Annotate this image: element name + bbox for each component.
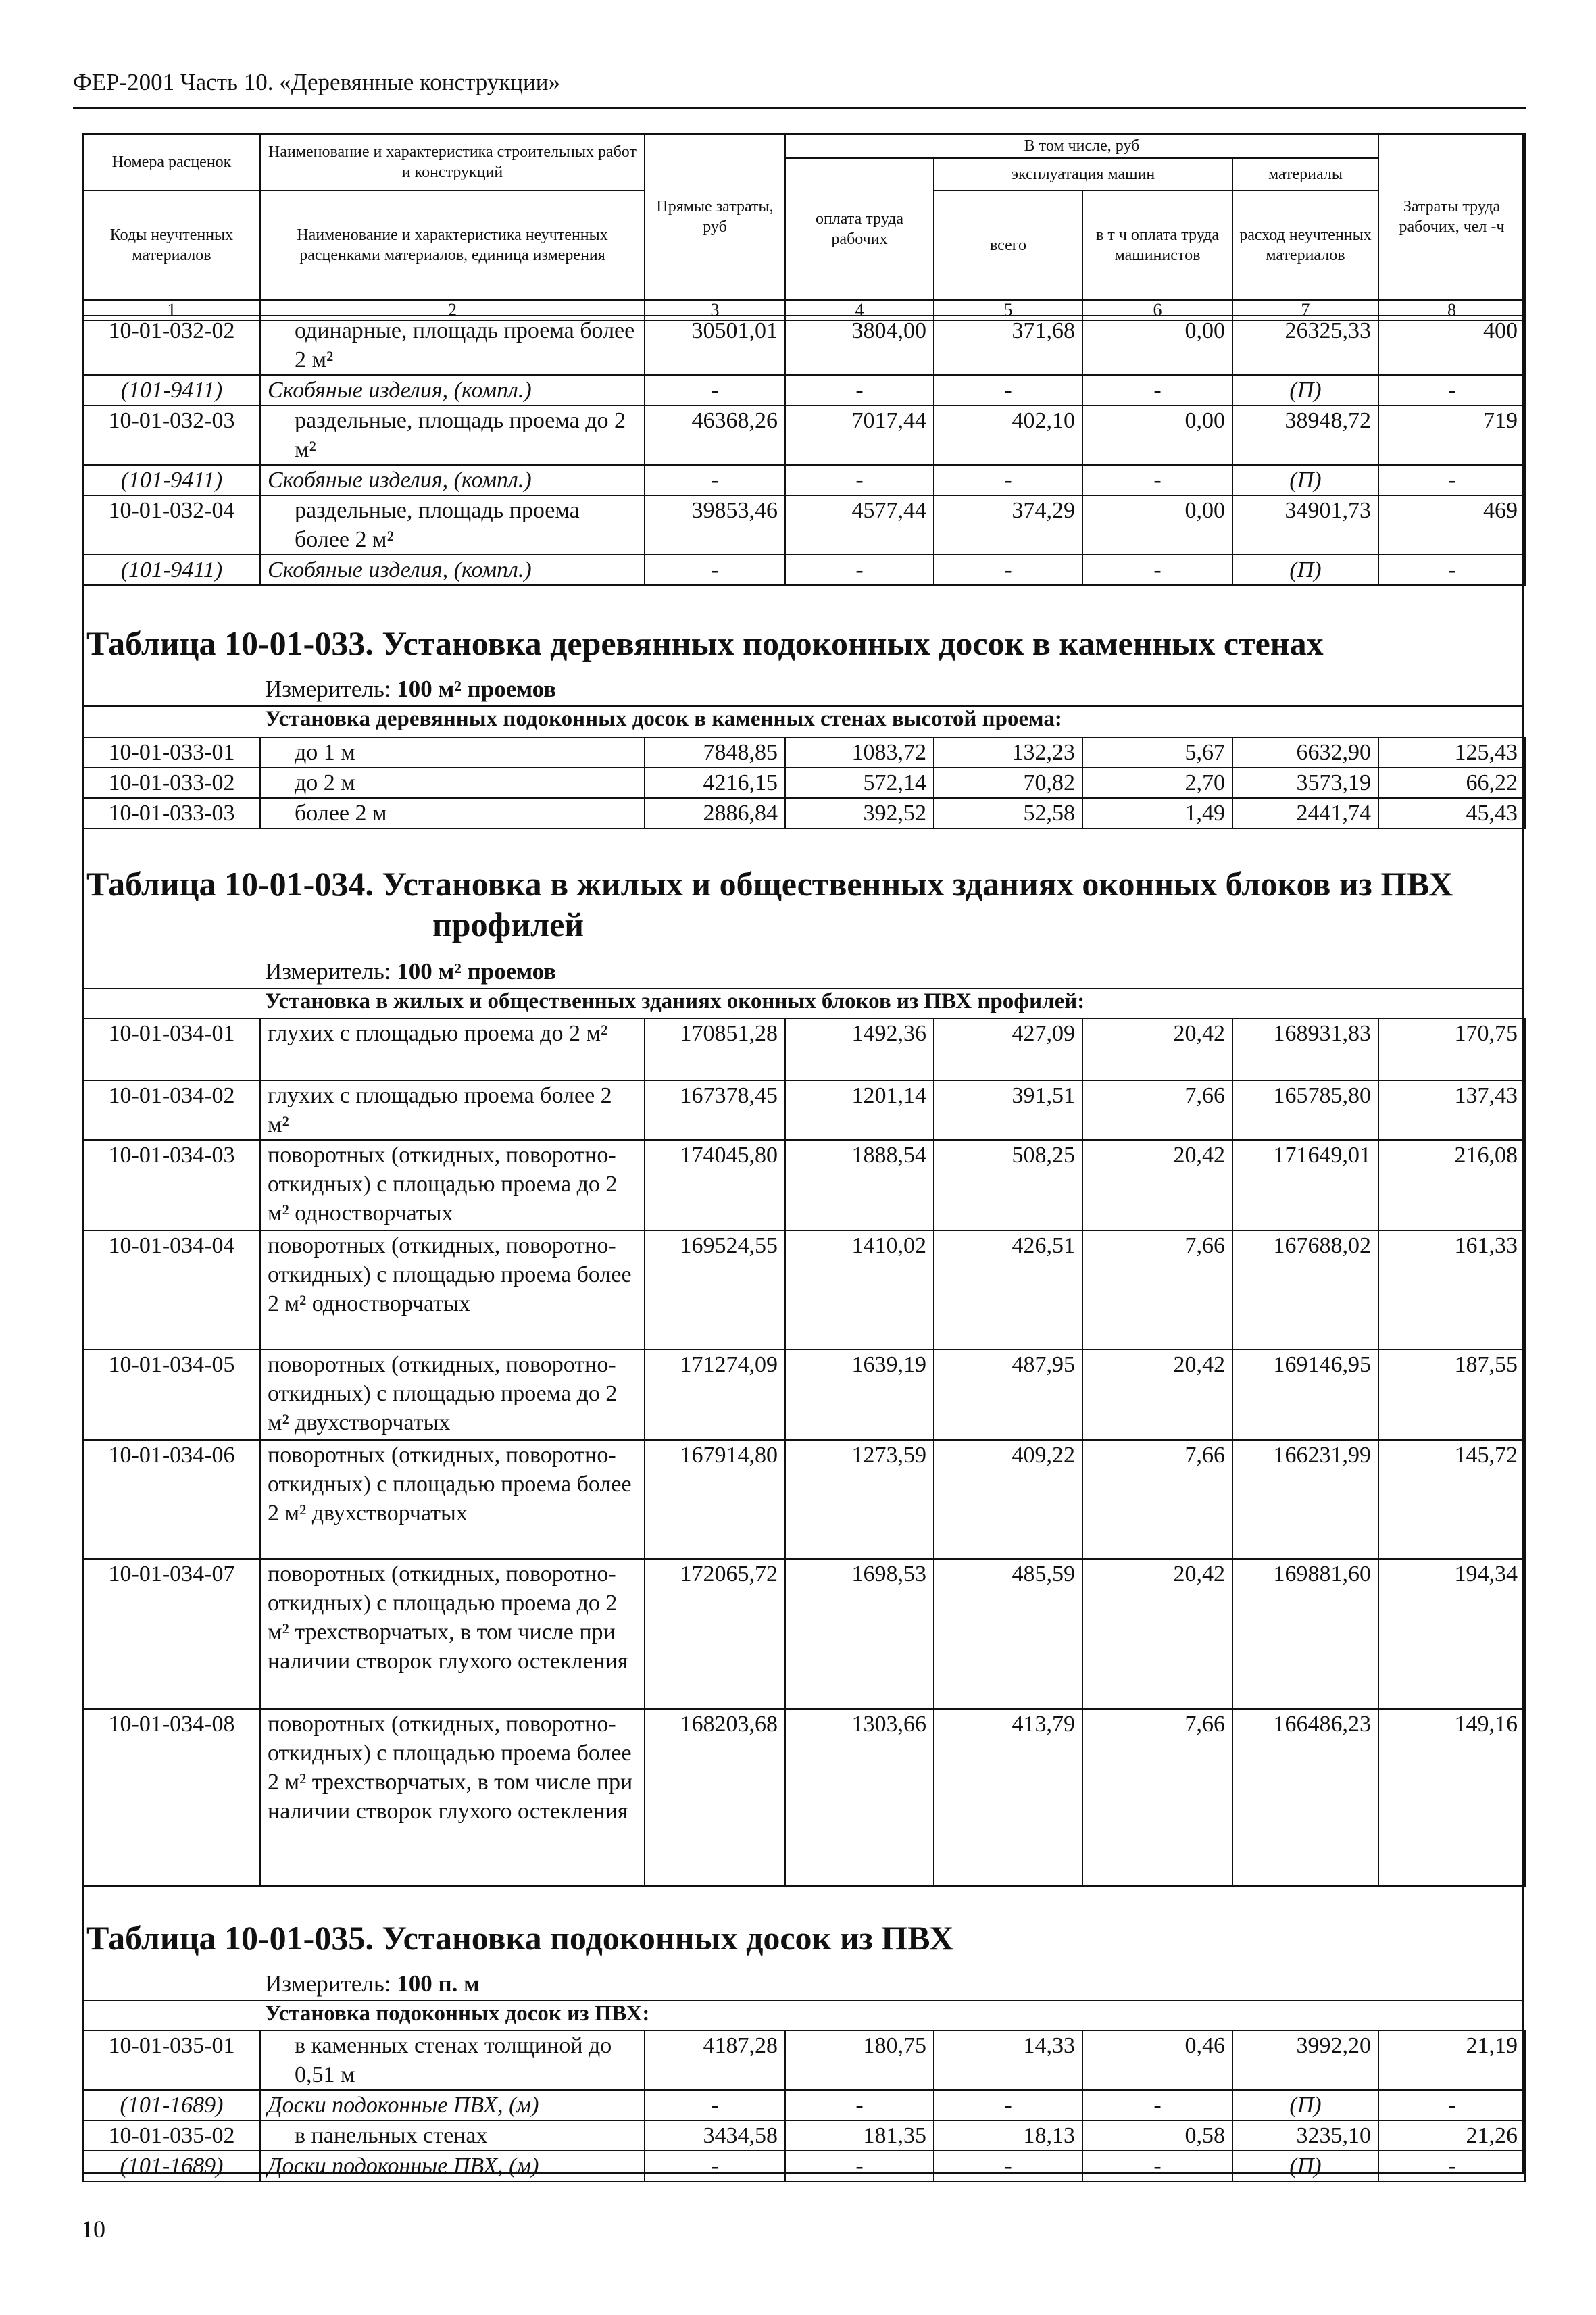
machinists-pay: 0,46: [1082, 2031, 1232, 2090]
material-value: -: [785, 555, 934, 585]
direct-costs: 4216,15: [645, 768, 785, 798]
table-row: [83, 768, 1525, 798]
materials-cost: 165785,80: [1232, 1080, 1378, 1140]
machines-total: 426,51: [934, 1230, 1082, 1349]
labor-hours: 170,75: [1378, 1018, 1525, 1080]
material-code: (101-9411): [83, 555, 260, 585]
direct-costs: 7848,85: [645, 737, 785, 768]
col-number: 6: [1082, 300, 1232, 320]
direct-costs: 167914,80: [645, 1440, 785, 1559]
labor-hours: 216,08: [1378, 1140, 1525, 1230]
table-row: [83, 495, 1525, 555]
col2-top-header: Наименование и характеристика строительных работ и конструкций: [260, 134, 645, 191]
table-034-title-continued: профилей: [432, 905, 584, 943]
rate-code: 10-01-033-03: [83, 798, 260, 828]
material-row: [83, 465, 1525, 495]
including-header: В том числе, руб: [785, 134, 1378, 158]
rate-code: 10-01-034-07: [83, 1559, 260, 1709]
material-value: (П): [1232, 2090, 1378, 2120]
table-row: [83, 1080, 1525, 1140]
table-row: [83, 2031, 1525, 2090]
labor-pay: 1639,19: [785, 1349, 934, 1440]
material-value: -: [1082, 375, 1232, 405]
machines-total: 374,29: [934, 495, 1082, 555]
material-row: [83, 555, 1525, 585]
material-value: (П): [1232, 2151, 1378, 2181]
material-value: -: [645, 555, 785, 585]
rate-code: 10-01-034-01: [83, 1018, 260, 1080]
materials-cost: 3235,10: [1232, 2120, 1378, 2151]
material-value: -: [934, 465, 1082, 495]
labor-hours: 400: [1378, 316, 1525, 375]
labor-pay: 1492,36: [785, 1018, 934, 1080]
machines-total: 409,22: [934, 1440, 1082, 1559]
machine-operation-header: эксплуатация машин: [934, 158, 1232, 191]
col-number: 4: [785, 300, 934, 320]
direct-costs: 174045,80: [645, 1140, 785, 1230]
labor-pay: 3804,00: [785, 316, 934, 375]
table-033-body: [82, 737, 1526, 829]
labor-pay: 572,14: [785, 768, 934, 798]
materials-cost: 34901,73: [1232, 495, 1378, 555]
table-035-title: Таблица 10-01-035. Установка подоконных досок из ПВХ: [86, 1919, 954, 1957]
material-row: [83, 2151, 1525, 2181]
table-033-title: Таблица 10-01-033. Установка деревянных подоконных досок в каменных стенах: [86, 624, 1324, 662]
labor-pay: 1273,59: [785, 1440, 934, 1559]
material-value: -: [1378, 555, 1525, 585]
table-034-section: Установка в жилых и общественных зданиях оконных блоков из ПВХ профилей:: [265, 989, 1085, 1014]
labor-pay: 1303,66: [785, 1709, 934, 1886]
labor-pay: 4577,44: [785, 495, 934, 555]
rate-code: 10-01-033-02: [83, 768, 260, 798]
rate-code: 10-01-035-02: [83, 2120, 260, 2151]
work-description: поворотных (откидных, поворотно-откидных) с площадью проема до 2 м² двухстворчатых: [260, 1349, 645, 1440]
direct-costs: 30501,01: [645, 316, 785, 375]
material-value: -: [1082, 465, 1232, 495]
material-value: -: [934, 2151, 1082, 2181]
machines-total: 402,10: [934, 405, 1082, 465]
table-row: [83, 737, 1525, 768]
machines-total: 427,09: [934, 1018, 1082, 1080]
machines-total: 70,82: [934, 768, 1082, 798]
machines-total: 52,58: [934, 798, 1082, 828]
page-number: 10: [81, 2216, 105, 2243]
machines-total: 14,33: [934, 2031, 1082, 2090]
material-value: (П): [1232, 555, 1378, 585]
table-row: [83, 316, 1525, 375]
direct-costs: 3434,58: [645, 2120, 785, 2151]
materials-cost: 3992,20: [1232, 2031, 1378, 2090]
labor-hours: 137,43: [1378, 1080, 1525, 1140]
material-code: (101-1689): [83, 2090, 260, 2120]
direct-costs-header: Прямые затраты, руб: [645, 134, 785, 300]
labor-pay: 7017,44: [785, 405, 934, 465]
machinists-pay: 0,00: [1082, 316, 1232, 375]
work-description: поворотных (откидных, поворотно-откидных) с площадью проема до 2 м² одностворчатых: [260, 1140, 645, 1230]
rate-code: 10-01-034-05: [83, 1349, 260, 1440]
materials-cost: 3573,19: [1232, 768, 1378, 798]
labor-pay: 1888,54: [785, 1140, 934, 1230]
material-code: (101-9411): [83, 375, 260, 405]
col-number: 2: [260, 300, 645, 320]
machinists-pay: 7,66: [1082, 1080, 1232, 1140]
col-number: 8: [1378, 300, 1525, 320]
direct-costs: 170851,28: [645, 1018, 785, 1080]
table-033-section: Установка деревянных подоконных досок в каменных стенах высотой проема:: [265, 707, 1062, 731]
rate-code: 10-01-034-02: [83, 1080, 260, 1140]
work-description: глухих с площадью проема более 2 м²: [260, 1080, 645, 1140]
col1-bottom-header: Коды неучтенных материалов: [83, 191, 260, 300]
material-value: -: [1378, 375, 1525, 405]
header-rule: [73, 107, 1526, 109]
direct-costs: 171274,09: [645, 1349, 785, 1440]
materials-cost: 26325,33: [1232, 316, 1378, 375]
direct-costs: 4187,28: [645, 2031, 785, 2090]
machines-total: 485,59: [934, 1559, 1082, 1709]
work-description: поворотных (откидных, поворотно-откидных) с площадью проема до 2 м² трехстворчатых, в том числе при наличии створок глухого остекления: [260, 1559, 645, 1709]
rate-code: 10-01-032-04: [83, 495, 260, 555]
table-row: [83, 1230, 1525, 1349]
materials-cost: 167688,02: [1232, 1230, 1378, 1349]
machines-total-header: всего: [934, 191, 1082, 300]
col-number: 3: [645, 300, 785, 320]
materials-cost: 168931,83: [1232, 1018, 1378, 1080]
materials-cost: 166231,99: [1232, 1440, 1378, 1559]
materials-cost: 166486,23: [1232, 1709, 1378, 1886]
labor-hours: 719: [1378, 405, 1525, 465]
machines-total: 413,79: [934, 1709, 1082, 1886]
work-description: раздельные, площадь проема до 2 м²: [260, 405, 645, 465]
rate-code: 10-01-032-02: [83, 316, 260, 375]
labor-pay: 1201,14: [785, 1080, 934, 1140]
table-row: [83, 1709, 1525, 1886]
work-description: одинарные, площадь проема более 2 м²: [260, 316, 645, 375]
material-value: -: [1082, 2151, 1232, 2181]
materials-cost: 6632,90: [1232, 737, 1378, 768]
work-description: до 2 м: [260, 768, 645, 798]
material-description: Доски подоконные ПВХ, (м): [260, 2090, 645, 2120]
direct-costs: 2886,84: [645, 798, 785, 828]
machines-total: 508,25: [934, 1140, 1082, 1230]
material-value: -: [934, 375, 1082, 405]
table-row: [83, 1559, 1525, 1709]
direct-costs: 169524,55: [645, 1230, 785, 1349]
material-description: Скобяные изделия, (компл.): [260, 555, 645, 585]
labor-pay: 1698,53: [785, 1559, 934, 1709]
work-description: поворотных (откидных, поворотно-откидных) с площадью проема более 2 м² трехстворчатых, в том числе при наличии створок глухого остекления: [260, 1709, 645, 1886]
machinists-pay: 0,58: [1082, 2120, 1232, 2151]
direct-costs: 46368,26: [645, 405, 785, 465]
material-value: -: [934, 2090, 1082, 2120]
page-header: ФЕР-2001 Часть 10. «Деревянные конструкции»: [73, 69, 560, 95]
machinists-pay: 2,70: [1082, 768, 1232, 798]
material-description: Скобяные изделия, (компл.): [260, 465, 645, 495]
col1-top-header: Номера расценок: [83, 134, 260, 191]
material-value: -: [1378, 2151, 1525, 2181]
rate-code: 10-01-034-04: [83, 1230, 260, 1349]
labor-hours: 145,72: [1378, 1440, 1525, 1559]
work-description: до 1 м: [260, 737, 645, 768]
labor-hours: 66,22: [1378, 768, 1525, 798]
col-number: 5: [934, 300, 1082, 320]
material-description: Скобяные изделия, (компл.): [260, 375, 645, 405]
materials-cost: 2441,74: [1232, 798, 1378, 828]
machinists-pay: 20,42: [1082, 1018, 1232, 1080]
direct-costs: 168203,68: [645, 1709, 785, 1886]
machinists-pay: 20,42: [1082, 1140, 1232, 1230]
material-code: (101-1689): [83, 2151, 260, 2181]
work-description: глухих с площадью проема до 2 м²: [260, 1018, 645, 1080]
work-description: поворотных (откидных, поворотно-откидных) с площадью проема более 2 м² двухстворчатых: [260, 1440, 645, 1559]
machinists-pay: 20,42: [1082, 1559, 1232, 1709]
materials-header: материалы: [1232, 158, 1378, 191]
material-value: -: [785, 465, 934, 495]
table-035-section: Установка подоконных досок из ПВХ:: [265, 2001, 650, 2026]
labor-hours: 21,26: [1378, 2120, 1525, 2151]
labor-pay: 392,52: [785, 798, 934, 828]
material-value: (П): [1232, 375, 1378, 405]
labor-pay: 181,35: [785, 2120, 934, 2151]
col-number: 7: [1232, 300, 1378, 320]
machines-total: 487,95: [934, 1349, 1082, 1440]
work-description: в каменных стенах толщиной до 0,51 м: [260, 2031, 645, 2090]
material-value: -: [1378, 2090, 1525, 2120]
col2-bottom-header: Наименование и характеристика неучтенных расценками материалов, единица измерения: [260, 191, 645, 300]
table-034-unit: Измеритель: 100 м² проемов: [265, 958, 557, 985]
table-row: [83, 405, 1525, 465]
machinists-pay: 0,00: [1082, 405, 1232, 465]
material-value: -: [645, 2151, 785, 2181]
machinists-pay-header: в т ч оплата труда машинистов: [1082, 191, 1232, 300]
labor-hours: 21,19: [1378, 2031, 1525, 2090]
machinists-pay: 0,00: [1082, 495, 1232, 555]
machinists-pay: 20,42: [1082, 1349, 1232, 1440]
labor-hours: 161,33: [1378, 1230, 1525, 1349]
table-row: [83, 1140, 1525, 1230]
labor-costs-header: Затраты труда рабочих, чел -ч: [1378, 134, 1525, 300]
material-row: [83, 2090, 1525, 2120]
material-description: Доски подоконные ПВХ, (м): [260, 2151, 645, 2181]
rate-code: 10-01-034-08: [83, 1709, 260, 1886]
table-row: [83, 1349, 1525, 1440]
machinists-pay: 1,49: [1082, 798, 1232, 828]
rate-code: 10-01-033-01: [83, 737, 260, 768]
machines-total: 391,51: [934, 1080, 1082, 1140]
material-code: (101-9411): [83, 465, 260, 495]
labor-pay: 180,75: [785, 2031, 934, 2090]
rate-code: 10-01-035-01: [83, 2031, 260, 2090]
material-value: -: [645, 2090, 785, 2120]
material-value: -: [934, 555, 1082, 585]
material-value: -: [785, 375, 934, 405]
work-description: в панельных стенах: [260, 2120, 645, 2151]
rate-code: 10-01-032-03: [83, 405, 260, 465]
col-number: 1: [83, 300, 260, 320]
table-row: [83, 798, 1525, 828]
labor-pay: 1083,72: [785, 737, 934, 768]
table-034-body: [82, 1018, 1526, 1887]
labor-pay: 1410,02: [785, 1230, 934, 1349]
machines-total: 371,68: [934, 316, 1082, 375]
material-row: [83, 375, 1525, 405]
rate-code: 10-01-034-03: [83, 1140, 260, 1230]
labor-hours: 194,34: [1378, 1559, 1525, 1709]
machines-total: 132,23: [934, 737, 1082, 768]
table-row: [83, 1018, 1525, 1080]
material-value: -: [1378, 465, 1525, 495]
table-032-body: [82, 315, 1526, 586]
material-value: -: [785, 2151, 934, 2181]
material-value: -: [785, 2090, 934, 2120]
table-035-body: [82, 2030, 1526, 2182]
labor-pay-header: оплата труда рабочих: [785, 158, 934, 300]
material-value: -: [1082, 2090, 1232, 2120]
table-row: [83, 1440, 1525, 1559]
materials-cost: 169146,95: [1232, 1349, 1378, 1440]
labor-hours: 45,43: [1378, 798, 1525, 828]
materials-cost: 169881,60: [1232, 1559, 1378, 1709]
direct-costs: 167378,45: [645, 1080, 785, 1140]
machinists-pay: 7,66: [1082, 1440, 1232, 1559]
labor-hours: 187,55: [1378, 1349, 1525, 1440]
machines-total: 18,13: [934, 2120, 1082, 2151]
work-description: поворотных (откидных, поворотно-откидных) с площадью проема более 2 м² одностворчатых: [260, 1230, 645, 1349]
materials-cost: 38948,72: [1232, 405, 1378, 465]
table-row: [83, 2120, 1525, 2151]
table-034-title: Таблица 10-01-034. Установка в жилых и общественных зданиях оконных блоков из ПВХ: [86, 865, 1453, 903]
direct-costs: 172065,72: [645, 1559, 785, 1709]
direct-costs: 39853,46: [645, 495, 785, 555]
rate-code: 10-01-034-06: [83, 1440, 260, 1559]
work-description: раздельные, площадь проема более 2 м²: [260, 495, 645, 555]
machinists-pay: 5,67: [1082, 737, 1232, 768]
table-035-unit: Измеритель: 100 п. м: [265, 1970, 480, 1997]
machinists-pay: 7,66: [1082, 1709, 1232, 1886]
work-description: более 2 м: [260, 798, 645, 828]
column-header-table: [82, 133, 1526, 321]
machinists-pay: 7,66: [1082, 1230, 1232, 1349]
labor-hours: 149,16: [1378, 1709, 1525, 1886]
labor-hours: 469: [1378, 495, 1525, 555]
materials-cost: 171649,01: [1232, 1140, 1378, 1230]
material-value: (П): [1232, 465, 1378, 495]
material-value: -: [1082, 555, 1232, 585]
unaccounted-materials-header: расход неучтенных материалов: [1232, 191, 1378, 300]
table-033-unit: Измеритель: 100 м² проемов: [265, 676, 557, 702]
labor-hours: 125,43: [1378, 737, 1525, 768]
material-value: -: [645, 465, 785, 495]
material-value: -: [645, 375, 785, 405]
